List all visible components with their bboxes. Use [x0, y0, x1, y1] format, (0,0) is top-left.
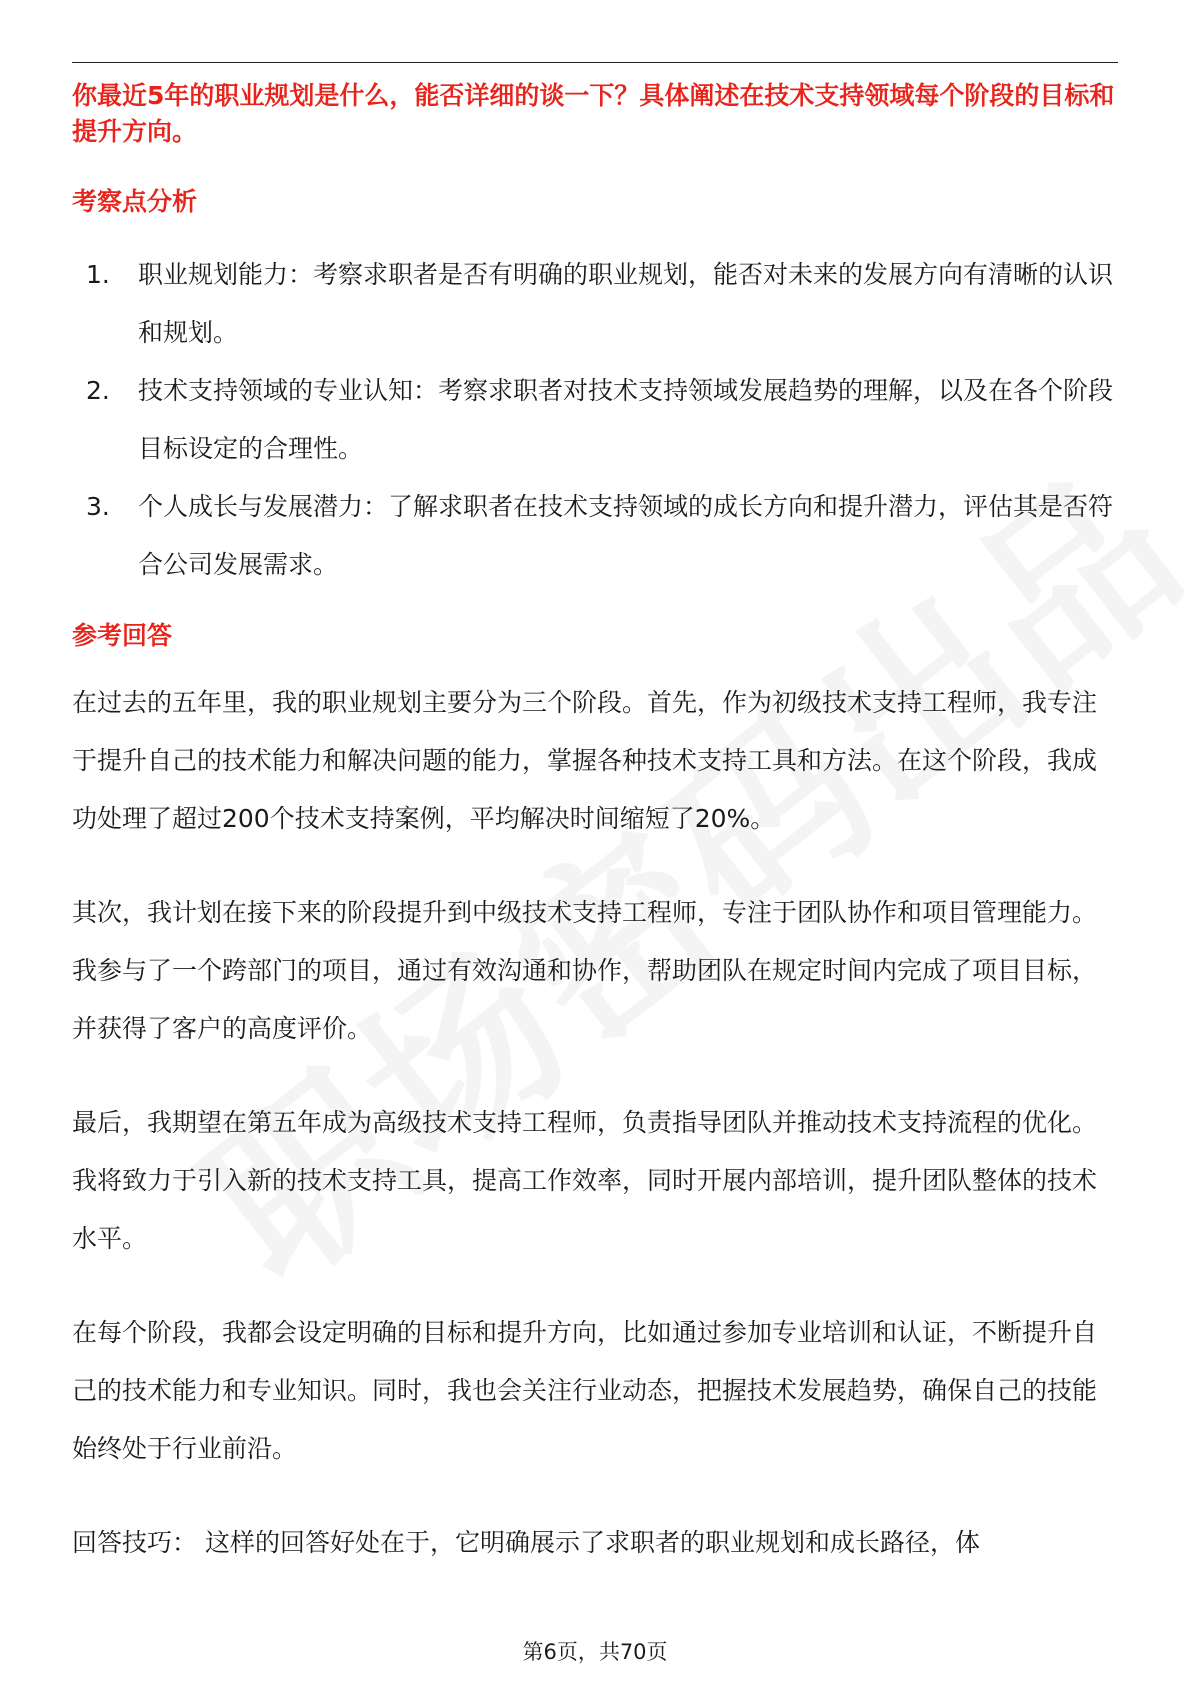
- page-content: [72, 78, 1118, 1572]
- question-title: 你最近5年的职业规划是什么，能否详细的谈一下？具体阐述在技术支持领域每个阶段的目标和提升方向。: [72, 81, 1115, 146]
- list-item-number: 1.: [86, 260, 110, 289]
- list-item-text: 职业规划能力：考察求职者是否有明确的职业规划，能否对未来的发展方向有清晰的认识和规划。: [138, 260, 1114, 347]
- answer-tip-paragraph: 回答技巧： 这样的回答好处在于，它明确展示了求职者的职业规划和成长路径，体: [72, 1528, 980, 1557]
- list-item: [72, 362, 1118, 478]
- analysis-list: [72, 246, 1118, 594]
- analysis-heading: 考察点分析: [72, 187, 198, 216]
- list-item-text: 技术支持领域的专业认知：考察求职者对技术支持领域发展趋势的理解，以及在各个阶段目标设定的合理性。: [138, 376, 1114, 463]
- answer-heading: 参考回答: [72, 621, 173, 650]
- answer-paragraph: 其次，我计划在接下来的阶段提升到中级技术支持工程师，专注于团队协作和项目管理能力。我参与了一个跨部门的项目，通过有效沟通和协作，帮助团队在规定时间内完成了项目目标，并获得了客户的高度评价。: [72, 898, 1098, 1043]
- list-item-number: 3.: [86, 492, 110, 521]
- list-item-text: 个人成长与发展潜力：了解求职者在技术支持领域的成长方向和提升潜力，评估其是否符合公司发展需求。: [138, 492, 1114, 579]
- answer-paragraph: 在过去的五年里，我的职业规划主要分为三个阶段。首先，作为初级技术支持工程师，我专注于提升自己的技术能力和解决问题的能力，掌握各种技术支持工具和方法。在这个阶段，我成功处理了超过200个技术支持案例，平均解决时间缩短了20%。: [72, 688, 1098, 833]
- page-number: 第6页，共70页: [522, 1640, 668, 1664]
- answer-paragraph: 最后，我期望在第五年成为高级技术支持工程师，负责指导团队并推动技术支持流程的优化。我将致力于引入新的技术支持工具，提高工作效率，同时开展内部培训，提升团队整体的技术水平。: [72, 1108, 1098, 1253]
- top-rule: [72, 62, 1118, 63]
- list-item-number: 2.: [86, 376, 110, 405]
- list-item: [72, 246, 1118, 362]
- list-item: [72, 478, 1118, 594]
- answer-paragraph: 在每个阶段，我都会设定明确的目标和提升方向，比如通过参加专业培训和认证，不断提升自己的技术能力和专业知识。同时，我也会关注行业动态，把握技术发展趋势，确保自己的技能始终处于行业前沿。: [72, 1318, 1098, 1463]
